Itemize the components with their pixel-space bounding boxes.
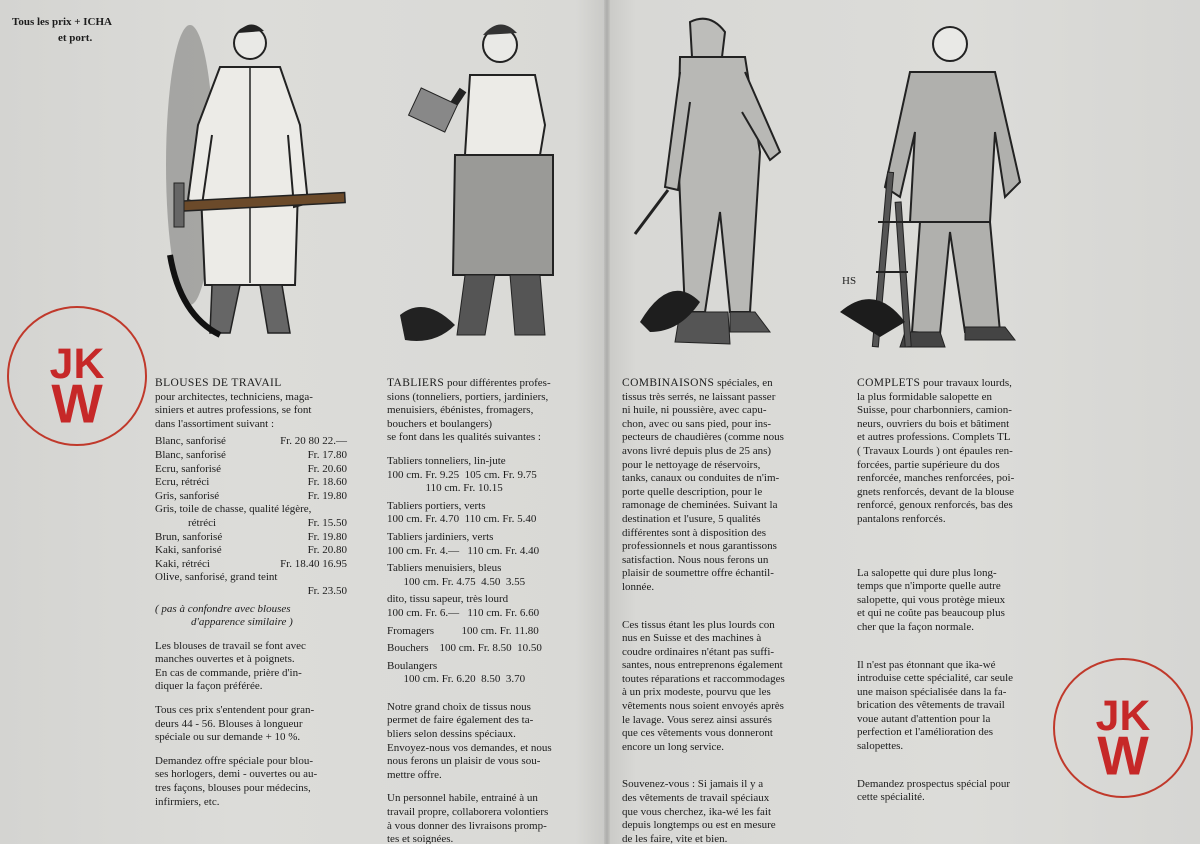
illustration-worker-apron <box>395 15 565 355</box>
center-fold <box>604 0 610 844</box>
price-note <box>12 14 112 46</box>
tabliers-para2: Un personnel habile, entrainé à un travail propre, collaborera volontiers à vous donner des livraisons promp- tes et soignées. <box>387 792 549 844</box>
logo-text-bottom: W <box>51 373 103 435</box>
illustration-worker-overalls <box>630 12 790 357</box>
complets-para3: Demandez prospectus spécial pour cette spécialité. <box>857 777 1011 804</box>
price-row: Kaki, rétréci Fr. 18.40 16.95 <box>155 557 347 570</box>
text-line: d'apparence similaire ) <box>191 616 293 629</box>
complets-intro: COMPLETS pour travaux lourds, la plus formidable salopette en Suisse, pour charbonniers, camion- neurs, ouvriers du bois et bâtiment et autres professions. Complets TL ( Travaux Lourds ) ont épaules ren- forcées, partie supérieure du dos renforcée, manches renforcées, poi- gnets renforcés, devant de la blouse renforcé, genoux renforcés, bas des pantalons renforcés. <box>857 377 1015 525</box>
price-group: Tabliers tonneliers, lin-jute 100 cm. Fr. 9.25 105 cm. Fr. 9.75 110 cm. Fr. 10.15 <box>387 454 537 495</box>
price-row: Gris, sanforisé Fr. 19.80 <box>155 489 347 502</box>
blouses-intro <box>155 391 347 432</box>
price-group: Boulangers 100 cm. Fr. 6.20 8.50 3.70 <box>387 659 526 686</box>
blouses-para3: Demandez offre spéciale pour blou- ses horlogers, demi - ouvertes ou au- tres façons, blouses pour médecins, infirmiers, etc. <box>155 754 318 808</box>
price-row: Blanc, sanforisé Fr. 20 80 22.— <box>155 435 347 448</box>
price-row: Ecru, sanforisé Fr. 20.60 <box>155 462 347 475</box>
logo-text-bottom: W <box>1097 725 1149 787</box>
price-row: Kaki, sanforisé Fr. 20.80 <box>155 544 347 557</box>
price-row: Brun, sanforisé Fr. 19.80 <box>155 530 347 543</box>
text-line: ( pas à confondre avec blouses <box>155 602 291 615</box>
blouse-price-list <box>155 435 347 598</box>
price-row: Gris, toile de chasse, qualité légère, <box>155 503 312 516</box>
price-row: rétréci Fr. 15.50 <box>155 516 347 529</box>
text-line: pour architectes, techniciens, maga- <box>155 390 313 403</box>
illustration-worker-complet <box>840 22 1035 362</box>
combinaisons-para1: Ces tissus étant les plus lourds con nus en Suisse et des machines à coudre ordinaires n'étant pas suffi- santes, nous entreprenons également toutes réparations et raccommodages à un prix modeste, pourvu que les vêtements nous soient envoyés après le lavage. Vous serez ainsi assurés que ces vêtements vous donneront encore un long service. <box>622 618 785 753</box>
heading-combinaisons: COMBINAISONS <box>622 377 715 389</box>
artist-signature: HS <box>842 275 857 287</box>
price-group: Tabliers jardiniers, verts 100 cm. Fr. 4.— 110 cm. Fr. 4.40 <box>387 530 540 557</box>
logo-text-top: JK <box>1095 691 1151 740</box>
price-group: Fromagers 100 cm. Fr. 11.80 <box>387 624 539 637</box>
complets-para1: La salopette qui dure plus long- temps que n'importe quelle autre salopette, qui vous protège mieux et qui ne coûte pas beaucoup plus cher que la façon normale. <box>857 566 1006 633</box>
price-row: Olive, sanforisé, grand teint <box>155 571 278 584</box>
text-line: siniers et autres professions, se font <box>155 404 312 417</box>
complets-para2: Il n'est pas étonnant que ika-wé introduise cette spécialité, car seule une maison spécialisée dans la fa- brication des vêtements de travail voue autant d'attention pour la perfection et l'amélioration des salopettes. <box>857 658 1014 753</box>
combinaisons-intro: COMBINAISONS spéciales, en tissus très serrés, ne laissant passer ni huile, ni poussière, avec capu- chon, avec ou sans pied, pour ins- pecteurs de chaudières (comme nous avons livré depuis plus de 25 ans) pour le nettoyage de réservoirs, tanks, canaux ou conduites de n'im- porte quelle description, pour le ramonage de cheminées. Suivant la destination et l'usure, 5 qualités différentes sont à disposition des professionnels et nous garantissons satisfaction. Nous nous ferons un plaisir de soumettre offre échantil- lonnée. <box>622 377 784 593</box>
jkw-logo-right <box>1053 658 1193 798</box>
heading-tabliers: TABLIERS <box>387 377 445 389</box>
blouses-note <box>155 603 347 630</box>
tabliers-intro: TABLIERS pour différentes profes- sions (tonneliers, portiers, jardiniers, menuisiers, ébénistes, fromagers, bouchers et boulangers) se font dans les qualités suivantes : <box>387 377 551 444</box>
logo-text-top: JK <box>49 339 105 388</box>
tabliers-para1: Notre grand choix de tissus nous permet de faire également des ta- bliers selon dessins spéciaux. Envoyez-nous vos demandes, et nous nous ferons un plaisir de vous sou- mettre offre. <box>387 700 552 781</box>
illustration-worker-blouse <box>150 15 350 350</box>
blouses-para1: Les blouses de travail se font avec manches ouvertes et à poignets. En cas de commande, prière d'in- diquer la façon préférée. <box>155 639 306 693</box>
heading-complets: COMPLETS <box>857 377 921 389</box>
price-row: Blanc, sanforisé Fr. 17.80 <box>155 448 347 461</box>
price-group: Tabliers portiers, verts 100 cm. Fr. 4.70 110 cm. Fr. 5.40 <box>387 499 537 526</box>
price-row: Fr. 23.50 <box>307 584 347 597</box>
heading-blouses: BLOUSES DE TRAVAIL <box>155 377 282 389</box>
tabliers-price-list <box>387 455 582 687</box>
price-group: dito, tissu sapeur, très lourd 100 cm. Fr. 6.— 110 cm. Fr. 6.60 <box>387 593 540 619</box>
price-group: Tabliers menuisiers, bleus 100 cm. Fr. 4.75 4.50 3.55 <box>387 562 526 588</box>
price-note-line1: Tous les prix + ICHA <box>12 16 112 28</box>
text-line: dans l'assortiment suivant : <box>155 417 274 430</box>
column-complets <box>857 377 1049 815</box>
price-group: Bouchers 100 cm. Fr. 8.50 10.50 <box>387 642 542 655</box>
price-note-line2: et port. <box>58 32 93 44</box>
jkw-logo-left <box>7 306 147 446</box>
combinaisons-para2: Souvenez-vous : Si jamais il y a des vêtements de travail spéciaux que vous cherchez, ika-wé les fait depuis longtemps ou est en mesure de les faire, vite et bien. <box>622 778 776 844</box>
column-blouses <box>155 377 347 819</box>
blouses-para2: Tous ces prix s'entendent pour gran- deurs 44 - 56. Blouses à longueur spéciale ou sur demande + 10 %. <box>155 704 315 744</box>
column-combinaisons <box>622 377 818 844</box>
column-tabliers <box>387 377 582 844</box>
price-row: Ecru, rétréci Fr. 18.60 <box>155 476 347 489</box>
